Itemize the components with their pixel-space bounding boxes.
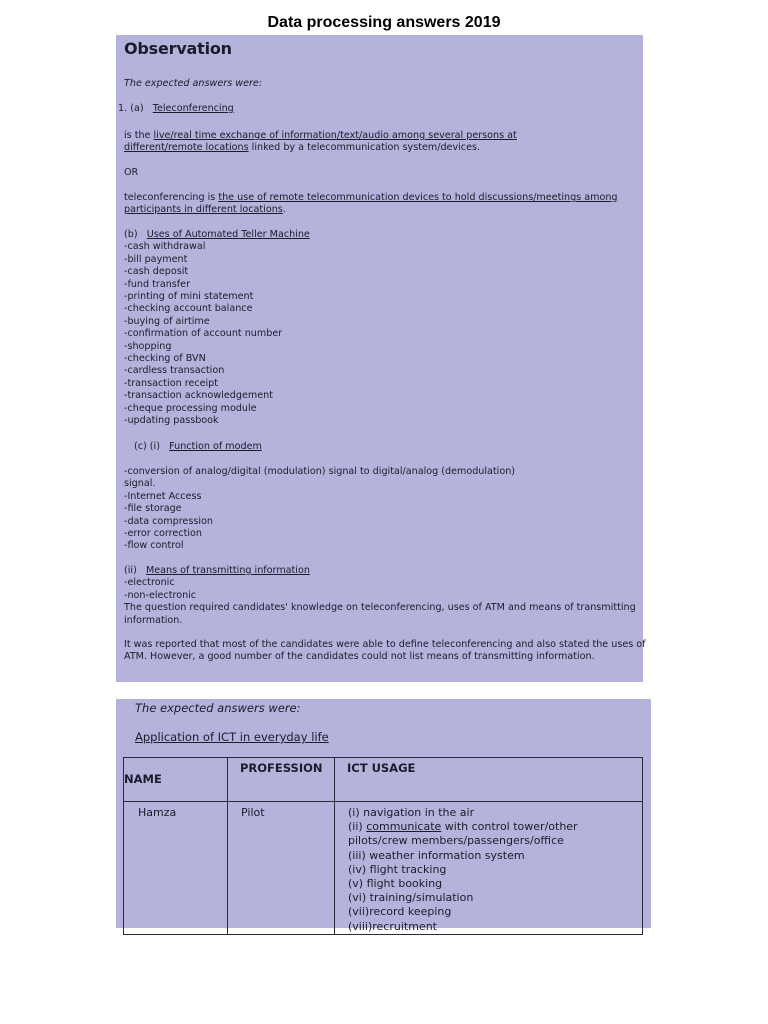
list-item: signal.: [124, 478, 156, 490]
q1c-title: Function of modem: [169, 441, 262, 452]
observation-panel: [116, 35, 646, 682]
comment-2: [124, 639, 646, 664]
def2-pre: teleconferencing is: [124, 192, 219, 203]
observation-intro: The expected answers were:: [124, 78, 263, 89]
list-item: -conversion of analog/digital (modulation) signal to digital/analog (demodulation): [124, 466, 516, 477]
def1-pre: is the: [124, 130, 154, 141]
list-item: -cash deposit: [124, 266, 189, 278]
definition-1: [124, 130, 641, 155]
comment-1-line-2: information.: [124, 614, 183, 626]
cell-profession: Pilot: [228, 802, 335, 935]
list-item: -cash withdrawal: [124, 241, 206, 253]
list-item: -error correction: [124, 528, 202, 540]
q1cii-label: (ii): [124, 565, 137, 576]
list-item: -file storage: [124, 503, 182, 515]
list-item: -Internet Access: [124, 490, 202, 502]
def1-underlined-1: live/real time exchange of information/text/audio among several persons at: [153, 130, 517, 141]
header-ict-usage: ICT USAGE: [335, 758, 643, 802]
list-item: -bill payment: [124, 253, 188, 265]
list-item: -shopping: [124, 340, 172, 352]
usage-2-pre: (ii): [348, 820, 367, 834]
list-item: -checking account balance: [124, 303, 253, 315]
usage-line: (iii) weather information system: [348, 848, 525, 862]
list-item: -transaction receipt: [124, 377, 219, 389]
ict-title: Application of ICT in everyday life: [135, 730, 329, 744]
cell-ict-usage: [335, 802, 643, 935]
usage-line: pilots/crew members/passengers/office: [348, 834, 564, 848]
def1-underlined-2: different/remote locations: [124, 142, 249, 154]
usage-line: [348, 820, 642, 834]
def2-underlined-2: participants in different locations: [124, 204, 283, 216]
def2-post: .: [282, 204, 286, 216]
q1b-label: (b): [124, 229, 138, 240]
usage-line: (vii)record keeping: [348, 905, 452, 919]
list-item: -cheque processing module: [124, 402, 257, 414]
q1b-title: Uses of Automated Teller Machine: [146, 229, 310, 240]
q1a-title: Teleconferencing: [152, 103, 234, 114]
usage-2-underlined: communicate: [366, 820, 442, 834]
q1a-label: 1. (a): [118, 103, 144, 114]
list-item: -non-electronic: [124, 589, 197, 601]
comment-1-line-1: The question required candidates' knowledge on teleconferencing, uses of ATM and means of transmitting: [124, 602, 636, 614]
q1cii-title: Means of transmitting information: [145, 565, 310, 576]
q1c-line: [134, 441, 641, 453]
atm-section: [124, 229, 641, 428]
list-item: -data compression: [124, 515, 213, 527]
header-profession: PROFESSION: [228, 758, 335, 802]
list-item: -printing of mini statement: [124, 291, 254, 303]
means-section: [124, 565, 641, 627]
observation-heading: Observation: [124, 39, 232, 58]
list-item: -fund transfer: [124, 278, 191, 290]
comment-2-line-1: It was reported that most of the candidates were able to define teleconferencing and also stated the uses of: [124, 639, 646, 650]
def2-underlined-1: the use of remote telecommunication devices to hold discussions/meetings among: [218, 192, 618, 203]
definition-2: [124, 192, 641, 217]
page-title: Data processing answers 2019: [267, 14, 501, 31]
list-item: -electronic: [124, 577, 175, 589]
ict-table: [123, 757, 643, 935]
header-name: NAME: [124, 758, 228, 802]
list-item: -confirmation of account number: [124, 328, 283, 340]
list-item: -transaction acknowledgement: [124, 390, 273, 402]
usage-line: (v) flight booking: [348, 877, 443, 891]
list-item: -checking of BVN: [124, 353, 206, 365]
cell-name: Hamza: [124, 802, 228, 935]
ict-intro: The expected answers were:: [135, 701, 301, 715]
atm-uses-list: [124, 241, 641, 427]
comment-2-line-2: ATM. However, a good number of the candidates could not list means of transmitting information.: [124, 651, 595, 663]
list-item: -buying of airtime: [124, 315, 210, 327]
q1c-label: (c) (i): [134, 441, 160, 452]
usage-line: (i) navigation in the air: [348, 806, 475, 819]
usage-line: (viii)recruitment: [348, 919, 437, 933]
usage-line: (vi) training/simulation: [348, 891, 474, 905]
q1a-line: [118, 103, 641, 115]
list-item: -flow control: [124, 540, 184, 552]
list-item: -cardless transaction: [124, 365, 225, 377]
usage-2-post: with control tower/other: [441, 820, 578, 834]
list-item: -updating passbook: [124, 415, 219, 427]
table-row: [124, 802, 643, 935]
usage-line: (iv) flight tracking: [348, 862, 447, 876]
table-header-row: [124, 758, 643, 802]
ict-panel: [116, 699, 651, 933]
or-text: OR: [124, 167, 139, 178]
modem-functions-list: [124, 466, 641, 553]
def1-post: linked by a telecommunication system/devices.: [248, 142, 481, 154]
